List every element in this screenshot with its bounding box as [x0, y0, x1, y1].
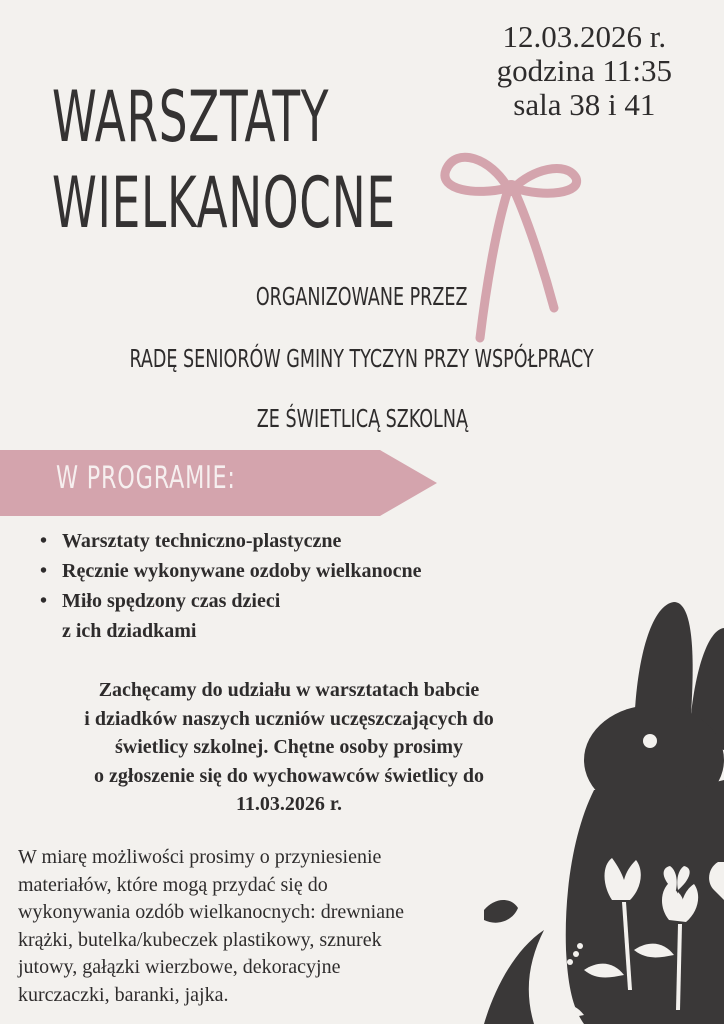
invitation-line: 11.03.2026 r.: [236, 793, 342, 815]
ribbon-bow-icon: [436, 148, 586, 348]
materials-line: jutowy, gałązki wierzbowe, dekoracyjne: [18, 956, 341, 978]
list-item: • Ręcznie wykonywane ozdoby wielkanocne: [40, 556, 421, 586]
program-list: [40, 526, 421, 646]
organizers-line-1: ORGANIZOWANE PRZEZ: [256, 282, 468, 311]
invitation-line: Zachęcamy do udziału w warsztatach babcie: [98, 679, 480, 701]
bunny-eye: [643, 734, 657, 748]
materials-line: wykonywania ozdób wielkanocnych: drewniane: [18, 901, 404, 923]
organizers-line-3: ZE ŚWIETLICĄ SZKOLNĄ: [256, 404, 468, 433]
bunny-silhouette-icon: [484, 590, 724, 1024]
organizers-line-2: RADĘ SENIORÓW GMINY TYCZYN PRZY WSPÓŁPRACY: [129, 344, 595, 373]
materials-line: W miarę możliwości prosimy o przyniesienie: [18, 846, 382, 868]
event-details: [497, 20, 672, 122]
event-time: godzina 11:35: [496, 53, 672, 88]
materials-paragraph: [18, 844, 498, 1009]
poster-title: [52, 74, 396, 246]
list-item-continuation: z ich dziadkami: [62, 620, 197, 642]
program-heading: W PROGRAMIE:: [56, 460, 236, 496]
invitation-line: o zgłoszenie się do wychowawców świetlicy do: [94, 764, 484, 787]
invitation-line: i dziadków naszych uczniów uczęszczających do: [84, 707, 494, 730]
event-room: sala 38 i 41: [513, 87, 656, 122]
title-line-2: WIELKANOCNE: [52, 162, 396, 244]
materials-line: kurczaczki, baranki, jajka.: [18, 983, 229, 1006]
invitation-paragraph: [20, 676, 558, 819]
event-date: 12.03.2026 r.: [502, 19, 667, 54]
title-line-1: WARSZTATY: [52, 76, 330, 158]
invitation-line: świetlicy szkolnej. Chętne osoby prosimy: [115, 736, 463, 758]
materials-line: krążki, butelka/kubeczek plastikowy, sznurek: [18, 928, 382, 951]
list-item: • Warsztaty techniczno-plastyczne: [40, 526, 421, 556]
materials-line: materiałów, które mogą przydać się do: [18, 873, 328, 896]
list-item: • Miło spędzony czas dzieci: [40, 586, 421, 616]
